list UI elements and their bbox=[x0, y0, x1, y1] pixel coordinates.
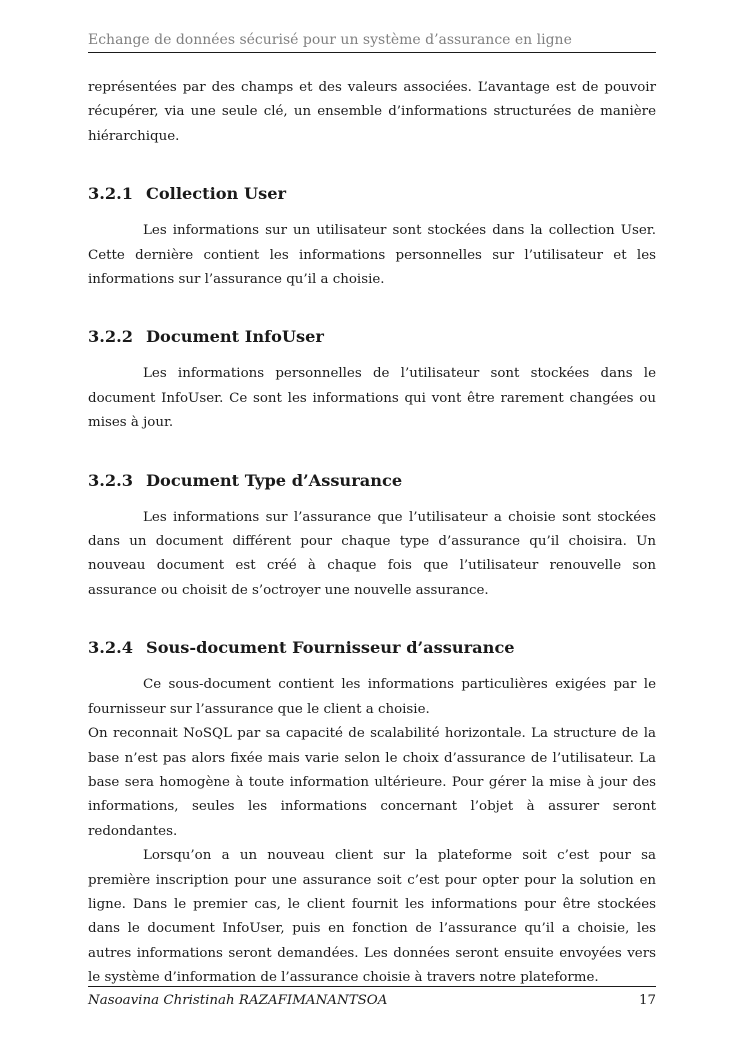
section-paragraph: Lorsqu’on a un nouveau client sur la plateforme soit c’est pour sa première inscription pour une assurance soit c’est pour opter pour la solution en ligne. Dans le premier cas, le client fournit les informations pour être stockées dans le document InfoUser, puis en fonction de l’assurance qu’il a choisie, les autres informations seront demandées. Les données seront ensuite envoyées vers le système d’information de l’assurance choisie à travers notre plateforme. bbox=[88, 848, 656, 986]
section-heading-3-2-4 bbox=[88, 637, 656, 659]
section-title: Collection User bbox=[146, 184, 287, 204]
page-number: 17 bbox=[638, 993, 656, 1008]
section-paragraph: On reconnait NoSQL par sa capacité de scalabilité horizontale. La structure de la base n’est pas alors fixée mais varie selon le choix d’assurance de l’utilisateur. La base sera homogène à toute information ultérieure. Pour gérer la mise à jour des informations, seules les informations concernant l’objet à assurer seront redondantes. bbox=[88, 726, 656, 839]
section-number: 3.2.1 bbox=[88, 184, 134, 204]
page-body bbox=[88, 76, 656, 991]
document-page bbox=[88, 0, 656, 1053]
section-heading-3-2-2 bbox=[88, 326, 656, 348]
section-title: Sous-document Fournisseur d’assurance bbox=[146, 638, 515, 658]
section-title: Document Type d’Assurance bbox=[146, 470, 403, 490]
section-number: 3.2.4 bbox=[88, 638, 134, 658]
section-title: Document InfoUser bbox=[146, 327, 324, 347]
section-paragraph: Les informations sur l’assurance que l’utilisateur a choisie sont stockées dans un document différent pour chaque type d’assurance qu’il choisira. Un nouveau document est créé à chaque fois que l’utilisateur renouvelle son assurance ou choisit de s’octroyer une nouvelle assurance. bbox=[88, 509, 656, 598]
page-footer bbox=[88, 986, 656, 1008]
section-number: 3.2.3 bbox=[88, 470, 134, 490]
section-heading-3-2-1 bbox=[88, 183, 656, 205]
section-heading-3-2-3 bbox=[88, 470, 656, 492]
section-paragraph: Les informations personnelles de l’utilisateur sont stockées dans le document InfoUser. Ce sont les informations qui vont être rarement changées ou mises à jour. bbox=[88, 366, 656, 431]
section-paragraph: Ce sous-document contient les informations particulières exigées par le fournisseur sur l’assurance que le client a choisie. bbox=[88, 677, 656, 717]
running-header: Echange de données sécurisé pour un système d’assurance en ligne bbox=[88, 32, 656, 53]
section-number: 3.2.2 bbox=[88, 327, 134, 347]
footer-author: Nasoavina Christinah RAZAFIMANANTSOA bbox=[88, 993, 388, 1008]
section-paragraph: Les informations sur un utilisateur sont stockées dans la collection User. Cette dernière contient les informations personnelles sur l’utilisateur et les informations sur l’assurance qu’il a choisie. bbox=[88, 223, 656, 288]
intro-paragraph: représentées par des champs et des valeurs associées. L’avantage est de pouvoir récupérer, via une seule clé, un ensemble d’informations structurées de manière hiérarchique. bbox=[88, 80, 656, 144]
